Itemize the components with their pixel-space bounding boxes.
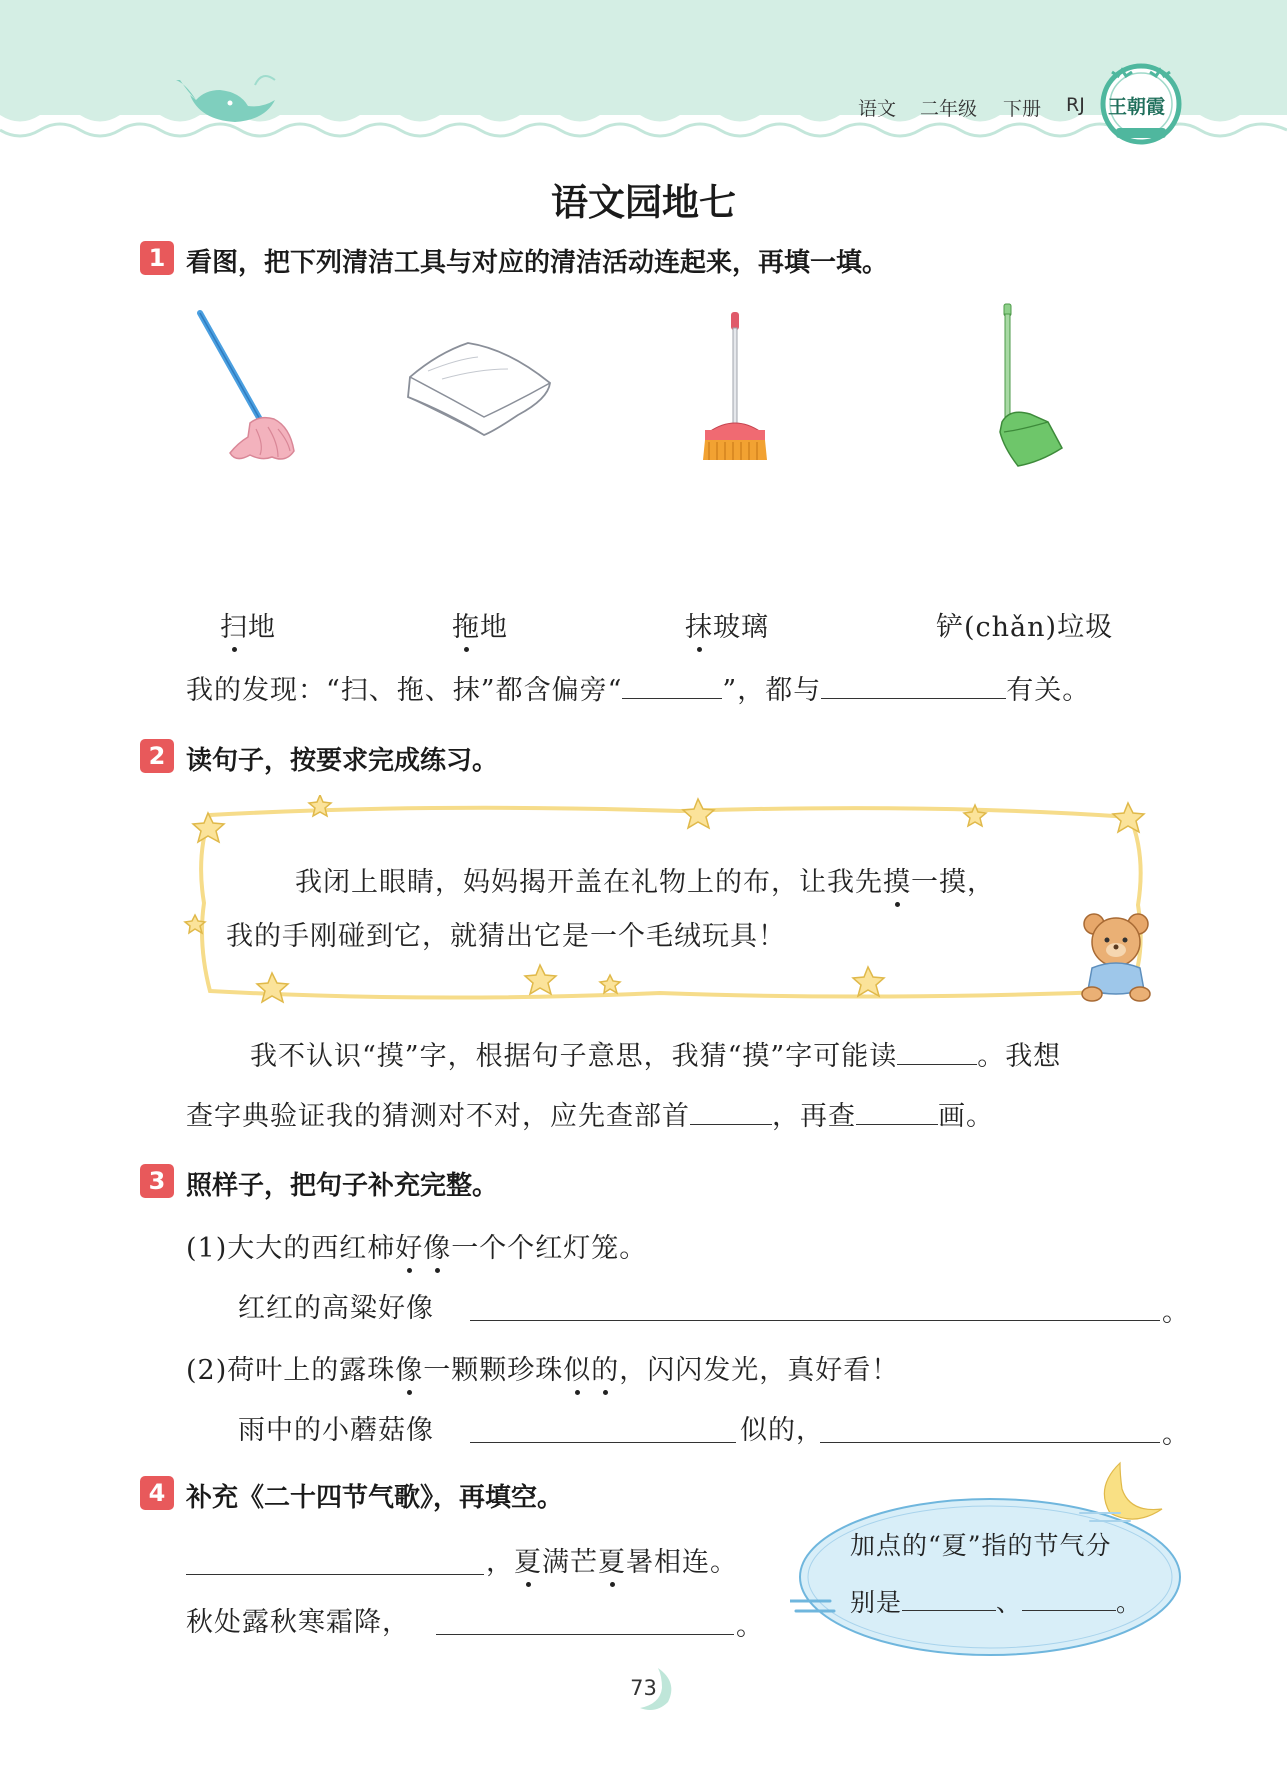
mop-icon [190, 305, 310, 470]
header-wave-band [0, 0, 1287, 150]
activity-sweep: 扫地 [220, 612, 276, 643]
pronunciation-blank[interactable] [897, 1034, 977, 1065]
answer-line-2b[interactable] [820, 1442, 1160, 1443]
activity-wipe: 抹玻璃 [685, 612, 769, 643]
question-3-example-2: (2)荷叶上的露珠像一颗颗珍珠似的，闪闪发光，真好看！ [186, 1355, 900, 1386]
answer-line-1[interactable] [470, 1320, 1160, 1321]
question-3-fill-2-mid: 似的， [740, 1415, 824, 1446]
dustpan-icon [990, 298, 1070, 478]
teddy-bear-icon [1078, 910, 1154, 1002]
question-3-prompt: 照样子，把句子补充完整。 [186, 1171, 499, 1201]
header-subject: 语文 [858, 98, 897, 120]
cloth-icon [398, 335, 558, 445]
radical-blank[interactable] [622, 668, 722, 699]
question-3-fill-2: 雨中的小蘑菇像 [238, 1415, 434, 1446]
question-1-badge: 1 [140, 241, 174, 275]
activity-mop: 拖地 [452, 612, 508, 643]
question-4-badge: 4 [140, 1476, 174, 1510]
question-2-guess: 我不认识“摸”字，根据句子意思，我猜“摸”字可能读 。我想 [250, 1034, 1061, 1073]
radical-lookup-blank[interactable] [690, 1094, 772, 1125]
song-line-2: 秋处露秋寒霜降， [186, 1607, 410, 1638]
passage-line-2: 我的手刚碰到它，就猜出它是一个毛绒玩具！ [226, 921, 786, 952]
song-line-1: ，夏满芒夏暑相连。 [486, 1547, 738, 1578]
page-title: 语文园地七 [551, 181, 736, 224]
question-2-dictionary: 查字典验证我的猜测对不对，应先查部首 ，再查 画。 [186, 1094, 994, 1133]
activity-shovel: 铲(chǎn)垃圾 [936, 612, 1114, 643]
period-mark: 。 [1162, 1419, 1190, 1450]
question-2-badge: 2 [140, 739, 174, 773]
star-frame-box [180, 795, 1160, 1010]
bubble-line-2: 别是 、 。 [850, 1580, 1142, 1619]
page-number: 73 [630, 1676, 657, 1700]
question-3-example-1: (1)大大的西红柿好像一个个红灯笼。 [186, 1233, 648, 1264]
brand-logo-text: 王朝霞 [1108, 96, 1166, 118]
question-1-prompt: 看图，把下列清洁工具与对应的清洁活动连起来，再填一填。 [186, 248, 889, 278]
song-blank-1[interactable] [186, 1574, 484, 1575]
header-edition: RJ [1066, 94, 1085, 116]
passage-line-1: 我闭上眼睛，妈妈揭开盖在礼物上的布，让我先摸一摸， [295, 867, 995, 898]
question-3-fill-1: 红红的高粱好像 [238, 1293, 434, 1324]
question-1-finding: 我的发现：“扫、拖、抹”都含偏旁“ ”，都与 有关。 [186, 668, 1090, 707]
question-2-prompt: 读句子，按要求完成练习。 [186, 746, 499, 776]
header-grade: 二年级 [920, 98, 978, 120]
song-blank-2[interactable] [436, 1634, 734, 1635]
broom-icon [695, 308, 775, 468]
period-mark: 。 [1162, 1297, 1190, 1328]
stroke-count-blank[interactable] [856, 1094, 938, 1125]
solar-term-blank-1[interactable] [902, 1580, 996, 1611]
header-volume: 下册 [1003, 98, 1042, 120]
question-3-badge: 3 [140, 1164, 174, 1198]
period-mark: 。 [736, 1611, 764, 1642]
bubble-line-1: 加点的“夏”指的节气分 [850, 1531, 1112, 1560]
related-blank[interactable] [821, 668, 1006, 699]
question-4-prompt: 补充《二十四节气歌》，再填空。 [186, 1483, 564, 1513]
answer-line-2a[interactable] [470, 1442, 736, 1443]
solar-term-blank-2[interactable] [1022, 1580, 1116, 1611]
